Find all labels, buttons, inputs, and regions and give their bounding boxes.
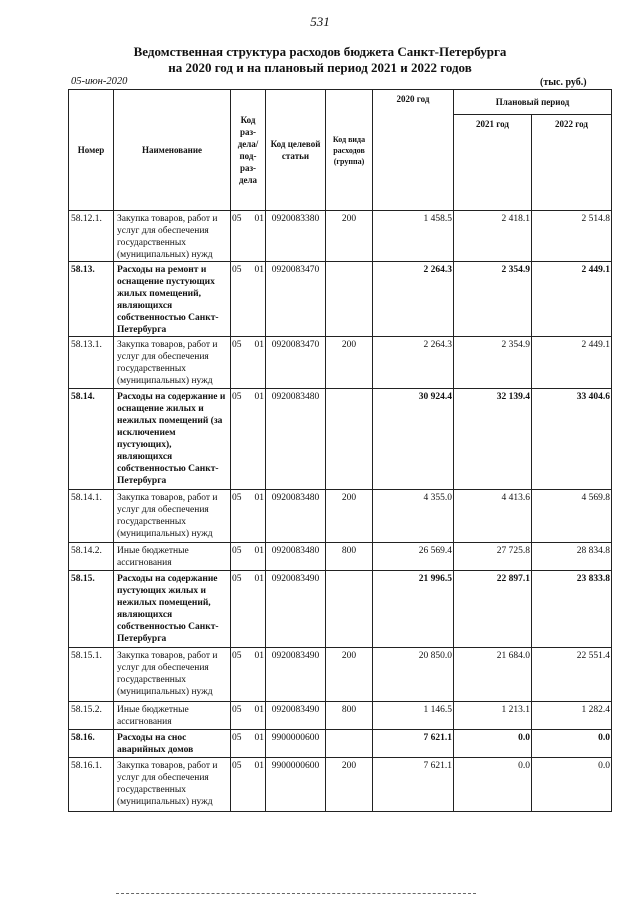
row-amount-2020: 2 264.3 <box>373 337 454 389</box>
row-amount-2021: 0.0 <box>454 730 532 758</box>
row-name: Расходы на снос аварийных домов <box>114 730 231 758</box>
row-amount-2020: 26 569.4 <box>373 543 454 571</box>
row-target-code: 9900000600 <box>266 758 326 812</box>
row-target-code: 0920083490 <box>266 702 326 730</box>
row-subsection: 01 <box>248 490 266 543</box>
header-name: Наименование <box>114 90 231 211</box>
table-row <box>69 262 612 337</box>
table-row <box>69 702 612 730</box>
row-section: 05 <box>231 730 248 758</box>
footer-rule <box>116 893 476 894</box>
row-number: 58.13. <box>69 262 114 337</box>
row-section: 05 <box>231 211 248 262</box>
row-number: 58.16. <box>69 730 114 758</box>
table-row <box>69 490 612 543</box>
title-line-2: на 2020 год и на плановый период 2021 и 2022 годов <box>168 60 472 75</box>
row-subsection: 01 <box>248 389 266 490</box>
budget-table <box>68 89 612 812</box>
header-2022: 2022 год <box>532 115 612 211</box>
table-row <box>69 758 612 812</box>
row-expense-type <box>326 389 373 490</box>
row-amount-2020: 21 996.5 <box>373 571 454 648</box>
row-subsection: 01 <box>248 543 266 571</box>
row-target-code: 0920083490 <box>266 571 326 648</box>
row-amount-2020: 7 621.1 <box>373 730 454 758</box>
row-number: 58.14.2. <box>69 543 114 571</box>
row-amount-2021: 4 413.6 <box>454 490 532 543</box>
row-amount-2021: 2 354.9 <box>454 337 532 389</box>
document-title <box>0 44 640 76</box>
row-target-code: 0920083480 <box>266 543 326 571</box>
row-name: Расходы на содержание и оснащение жилых и нежилых помещений (за исключением пустующих), являющихся собственностью Санкт-Петербурга <box>114 389 231 490</box>
row-section: 05 <box>231 490 248 543</box>
row-subsection: 01 <box>248 211 266 262</box>
row-number: 58.13.1. <box>69 337 114 389</box>
row-amount-2022: 33 404.6 <box>532 389 612 490</box>
row-target-code: 0920083470 <box>266 337 326 389</box>
row-subsection: 01 <box>248 730 266 758</box>
row-amount-2020: 1 458.5 <box>373 211 454 262</box>
row-amount-2020: 2 264.3 <box>373 262 454 337</box>
row-section: 05 <box>231 262 248 337</box>
row-amount-2020: 4 355.0 <box>373 490 454 543</box>
row-name: Расходы на содержание пустующих жилых и нежилых помещений, являющихся собственностью Санкт-Петербурга <box>114 571 231 648</box>
row-name: Расходы на ремонт и оснащение пустующих жилых помещений, являющихся собственностью Санкт-Петербурга <box>114 262 231 337</box>
header-section-code: Код раз-дела/ под-раз-дела <box>231 90 266 211</box>
row-subsection: 01 <box>248 702 266 730</box>
row-target-code: 0920083490 <box>266 648 326 702</box>
table-row <box>69 648 612 702</box>
row-expense-type <box>326 730 373 758</box>
row-name: Закупка товаров, работ и услуг для обеспечения государственных (муниципальных) нужд <box>114 211 231 262</box>
row-name: Закупка товаров, работ и услуг для обеспечения государственных (муниципальных) нужд <box>114 490 231 543</box>
header-planned-period: Плановый период <box>454 90 612 115</box>
row-amount-2021: 2 418.1 <box>454 211 532 262</box>
row-expense-type: 200 <box>326 648 373 702</box>
row-amount-2020: 30 924.4 <box>373 389 454 490</box>
row-section: 05 <box>231 571 248 648</box>
row-target-code: 0920083480 <box>266 389 326 490</box>
row-name: Закупка товаров, работ и услуг для обеспечения государственных (муниципальных) нужд <box>114 337 231 389</box>
row-amount-2022: 28 834.8 <box>532 543 612 571</box>
row-amount-2022: 22 551.4 <box>532 648 612 702</box>
table-row <box>69 389 612 490</box>
row-subsection: 01 <box>248 571 266 648</box>
row-target-code: 9900000600 <box>266 730 326 758</box>
row-name: Иные бюджетные ассигнования <box>114 543 231 571</box>
row-number: 58.15.2. <box>69 702 114 730</box>
row-name: Иные бюджетные ассигнования <box>114 702 231 730</box>
row-subsection: 01 <box>248 262 266 337</box>
row-amount-2022: 0.0 <box>532 730 612 758</box>
row-number: 58.15. <box>69 571 114 648</box>
row-expense-type: 200 <box>326 490 373 543</box>
row-amount-2021: 2 354.9 <box>454 262 532 337</box>
row-amount-2021: 21 684.0 <box>454 648 532 702</box>
header-2021: 2021 год <box>454 115 532 211</box>
row-number: 58.15.1. <box>69 648 114 702</box>
header-target-code: Код целевой статьи <box>266 90 326 211</box>
row-amount-2022: 4 569.8 <box>532 490 612 543</box>
row-amount-2020: 20 850.0 <box>373 648 454 702</box>
row-amount-2020: 1 146.5 <box>373 702 454 730</box>
unit-label: (тыс. руб.) <box>540 77 587 88</box>
row-amount-2022: 2 449.1 <box>532 262 612 337</box>
table-row <box>69 571 612 648</box>
row-amount-2020: 7 621.1 <box>373 758 454 812</box>
row-name: Закупка товаров, работ и услуг для обеспечения государственных (муниципальных) нужд <box>114 648 231 702</box>
row-expense-type: 200 <box>326 758 373 812</box>
row-number: 58.12.1. <box>69 211 114 262</box>
row-expense-type <box>326 571 373 648</box>
row-section: 05 <box>231 648 248 702</box>
header-2020: 2020 год <box>373 90 454 211</box>
row-number: 58.14.1. <box>69 490 114 543</box>
row-expense-type: 800 <box>326 543 373 571</box>
row-section: 05 <box>231 702 248 730</box>
row-amount-2022: 0.0 <box>532 758 612 812</box>
row-target-code: 0920083380 <box>266 211 326 262</box>
row-expense-type: 800 <box>326 702 373 730</box>
row-amount-2022: 2 449.1 <box>532 337 612 389</box>
table-row <box>69 543 612 571</box>
row-target-code: 0920083470 <box>266 262 326 337</box>
row-name: Закупка товаров, работ и услуг для обеспечения государственных (муниципальных) нужд <box>114 758 231 812</box>
row-section: 05 <box>231 758 248 812</box>
table-row <box>69 730 612 758</box>
header-number: Номер <box>69 90 114 211</box>
row-subsection: 01 <box>248 337 266 389</box>
row-number: 58.14. <box>69 389 114 490</box>
row-amount-2021: 0.0 <box>454 758 532 812</box>
row-amount-2022: 2 514.8 <box>532 211 612 262</box>
row-amount-2021: 32 139.4 <box>454 389 532 490</box>
row-expense-type: 200 <box>326 211 373 262</box>
table-row <box>69 337 612 389</box>
row-target-code: 0920083480 <box>266 490 326 543</box>
table-body <box>69 211 612 812</box>
table-row <box>69 211 612 262</box>
row-amount-2021: 27 725.8 <box>454 543 532 571</box>
row-subsection: 01 <box>248 758 266 812</box>
row-amount-2021: 1 213.1 <box>454 702 532 730</box>
row-subsection: 01 <box>248 648 266 702</box>
row-expense-type <box>326 262 373 337</box>
page-number: 531 <box>310 14 330 29</box>
row-amount-2021: 22 897.1 <box>454 571 532 648</box>
row-expense-type: 200 <box>326 337 373 389</box>
header-expense-type-code: Код вида расходов (группа) <box>326 90 373 211</box>
row-section: 05 <box>231 543 248 571</box>
title-line-1: Ведомственная структура расходов бюджета Санкт-Петербурга <box>133 44 507 59</box>
row-section: 05 <box>231 389 248 490</box>
row-amount-2022: 1 282.4 <box>532 702 612 730</box>
row-section: 05 <box>231 337 248 389</box>
row-number: 58.16.1. <box>69 758 114 812</box>
row-amount-2022: 23 833.8 <box>532 571 612 648</box>
document-date: 05-июн-2020 <box>71 76 128 87</box>
